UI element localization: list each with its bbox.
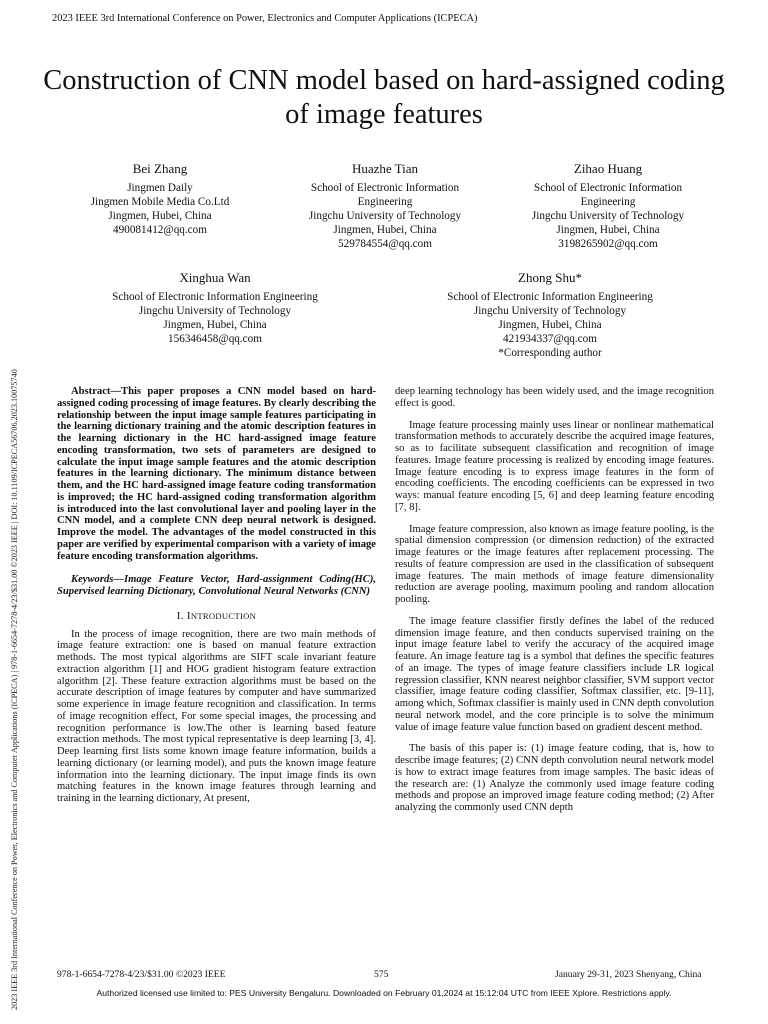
author-block <box>280 162 490 251</box>
author-name: Zihao Huang <box>573 161 643 176</box>
license-notice: Authorized licensed use limited to: PES University Bengaluru. Downloaded on February 01,2024 at 15:12:04 UTC from IEEE Xplore. Restrictions apply. <box>96 988 672 998</box>
author-affiliation-line: Jingmen, Hubei, China <box>556 224 660 236</box>
author-affiliation-line: Jingchu University of Technology <box>138 305 292 317</box>
author-affiliation-line: Engineering <box>580 196 636 208</box>
footer-isbn: 978-1-6654-7278-4/23/$31.00 ©2023 IEEE <box>57 969 226 980</box>
body-paragraph: Image feature processing mainly uses linear or nonlinear mathematical transformation methods to accurately describe the acquired image features, so as to facilitate subsequent classification and recognition of image features. Image feature processing is realized by encoding image features. Image feature encoding is to express image features in the form of encoding coefficients. The encoding coefficients can be expressed in two ways: manual feature encoding [5, 6] and deep learning feature encoding [7, 8]. <box>395 419 714 513</box>
body-paragraph: deep learning technology has been widely used, and the image recognition effect is good. <box>395 386 714 409</box>
author-name: Zhong Shu* <box>518 270 582 285</box>
corresponding-author-note: *Corresponding author <box>498 347 602 359</box>
author-affiliation-line: School of Electronic Information <box>533 182 683 194</box>
footer-conference-date: January 29-31, 2023 Shenyang, China <box>555 969 702 980</box>
author-affiliation-line: Jingmen, Hubei, China <box>108 210 212 222</box>
author-affiliation-line: Engineering <box>357 196 413 208</box>
author-affiliation-line: Jingchu University of Technology <box>473 305 627 317</box>
author-email: 421934337@qq.com <box>503 333 597 345</box>
author-affiliation-line: School of Electronic Information Engineering <box>447 291 653 303</box>
doi-side-strip: 2023 IEEE 3rd International Conference on Power, Electronics and Computer Applications (ICPECA) | 978-1-6654-7278-4/23/$31.00 ©2023 IEEE | DOI: 10.1109/ICPECA56706.2023.10075740 <box>10 369 19 1010</box>
intro-paragraph: In the process of image recognition, there are two main methods of image feature extraction: one is based on manual feature extraction methods. The most typical algorithms are SIFT scale invariant feature extraction algorithm [1] and HOG gradient histogram feature extraction algorithm [2]. These feature extraction algorithms must be based on the accurate description of image features by computer and have summarized some experience in image feature recognition and classification. In terms of image recognition effect, For some special images, the processing and recognition performance is low.The other is learning based feature extraction methods. The most typical representative is deep learning [3, 4]. Deep learning first lists some known image feature information, builds a learning dictionary (or learning model), and puts the known image feature information into the learning dictionary. The input image finds its own matching features in the known image features through learning and training in the learning dictionary, At present, <box>57 628 376 804</box>
section-title-rest: NTRODUCTION <box>190 610 257 621</box>
author-name: Huazhe Tian <box>351 161 419 176</box>
body-paragraph: The basis of this paper is: (1) image feature coding, that is, how to describe image features; (2) CNN depth convolution neural network model is how to extract image features from image samples. The basic ideas of the research are: (1) Analyze the commonly used image feature coding methods and propose an improved image feature coding method; (2) After analyzing the commonly used CNN depth <box>395 743 714 813</box>
left-column <box>57 386 376 805</box>
author-affiliation-line: School of Electronic Information <box>310 182 460 194</box>
section-initial: I <box>186 609 191 622</box>
author-affiliation-line: School of Electronic Information Engineering <box>112 291 318 303</box>
author-affiliation-line: Jingmen, Hubei, China <box>498 319 602 331</box>
page-number: 575 <box>374 969 389 980</box>
author-name: Bei Zhang <box>132 161 188 176</box>
author-block <box>80 271 350 346</box>
keywords: Keywords—Image Feature Vector, Hard-assignment Coding(HC), Supervised learning Dictionary, Convolutional Neural Networks (CNN) <box>57 574 376 597</box>
author-email: 490081412@qq.com <box>113 224 207 236</box>
author-name: Xinghua Wan <box>179 270 251 285</box>
author-block <box>503 162 713 251</box>
paper-title: Construction of CNN model based on hard-assigned coding of image features <box>43 65 725 130</box>
author-email: 156346458@qq.com <box>168 333 262 345</box>
author-block <box>415 271 685 360</box>
right-column <box>395 386 714 814</box>
author-affiliation-line: Jingchu University of Technology <box>531 210 685 222</box>
author-block <box>60 162 260 237</box>
abstract: Abstract—This paper proposes a CNN model based on hard-assigned coding processing of image features. By clearly describing the relationship between the input image sample features participating in the learning dictionary training and the atomic description features in the learning dictionary in the HC hard-assigned image feature encoding transformation, two sets of parameters are designed to calculate the input image sample features and the atomic description features in the learning dictionary. The minimum distance between them, and the HC hard-assigned image feature coding transformation is improved; the HC hard-assigned coding transformation algorithm is introduced into the last convolutional layer and pooling layer in the CNN model, and a complete CNN deep neural network is designed. Improve the model. The advantages of the model constructed in this paper are verified by experimental comparison with a variety of image feature encoding transformation algorithms. <box>57 386 376 562</box>
author-email: 529784554@qq.com <box>338 238 432 250</box>
conference-header: 2023 IEEE 3rd International Conference on Power, Electronics and Computer Applications (ICPECA) <box>52 13 478 24</box>
body-paragraph: The image feature classifier firstly defines the label of the reduced dimension image feature, and then conducts supervised training on the input image feature label to verify the accuracy of the acquired image feature. An image feature tag is a symbol that defines the specific features of an image. The types of image feature classifiers include LR logical regression classifier, KNN nearest neighbor classifier, SVM support vector classifier, image feature coding classifier, Softmax classifier, etc. [9-11], among which, Softmax classifier is mainly used in CNN depth convolution neural network model, and the core principle is to solve the minimum value of image feature value function based on gradient descent method. <box>395 615 714 733</box>
body-paragraph: Image feature compression, also known as image feature pooling, is the spatial dimension compression (or dimension reduction) of the extracted image features or the image features after replacement processing. The results of feature compression are used in the classification of subsequent image features. The main methods of image feature dimensionality reduction are average pooling, maximum pooling and random allocation pooling. <box>395 523 714 605</box>
author-email: 3198265902@qq.com <box>558 238 658 250</box>
section-heading-introduction <box>57 611 376 623</box>
section-number: I. <box>176 609 187 622</box>
author-affiliation-line: Jingmen Mobile Media Co.Ltd <box>90 196 230 208</box>
author-affiliation-line: Jingchu University of Technology <box>308 210 462 222</box>
author-affiliation-line: Jingmen Daily <box>127 182 193 194</box>
author-affiliation-line: Jingmen, Hubei, China <box>333 224 437 236</box>
author-affiliation-line: Jingmen, Hubei, China <box>163 319 267 331</box>
